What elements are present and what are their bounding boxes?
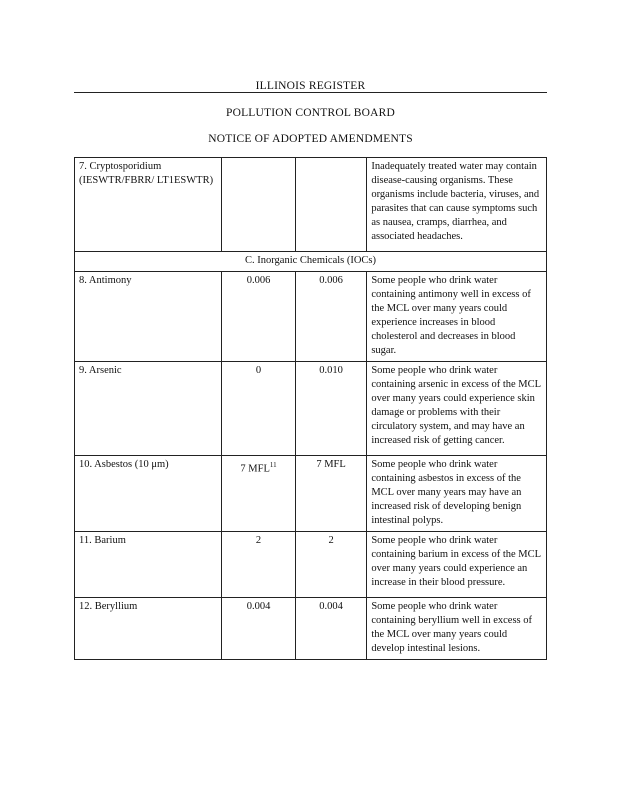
register-title: ILLINOIS REGISTER xyxy=(255,80,366,92)
notice-title: NOTICE OF ADOPTED AMENDMENTS xyxy=(208,133,413,145)
table-row xyxy=(75,362,547,456)
contaminant-cell: 7. Cryptosporidium (IESWTR/FBRR/ LT1ESWTR) xyxy=(75,158,222,252)
contaminant-cell: 10. Asbestos (10 μm) xyxy=(75,456,222,532)
header-rule xyxy=(74,92,547,93)
table-row xyxy=(75,598,547,660)
footnote-marker: 11 xyxy=(269,461,277,469)
mclg-cell: 2 xyxy=(222,532,296,598)
health-effects-cell: Inadequately treated water may contain disease-causing organisms. These organisms include bacteria, viruses, and parasites that can cause symptoms such as nausea, cramps, diarrhea, and associated headaches. xyxy=(367,158,547,252)
health-effects-cell: Some people who drink water containing arsenic in excess of the MCL over many years could experience skin damage or problems with their circulatory system, and may have an increased risk of getting cancer. xyxy=(367,362,547,456)
mcl-cell xyxy=(295,158,367,252)
board-title: POLLUTION CONTROL BOARD xyxy=(225,107,395,119)
mcl-cell: 0.004 xyxy=(295,598,367,660)
table-row xyxy=(75,456,547,532)
mcl-cell: 0.010 xyxy=(295,362,367,456)
mclg-cell: 0.006 xyxy=(222,272,296,362)
section-row xyxy=(75,252,547,272)
mclg-cell xyxy=(222,158,296,252)
table-row xyxy=(75,272,547,362)
section-heading: C. Inorganic Chemicals (IOCs) xyxy=(75,252,547,272)
table-row xyxy=(75,158,547,252)
contaminant-cell: 12. Beryllium xyxy=(75,598,222,660)
mclg-cell: 0.004 xyxy=(222,598,296,660)
mcl-cell: 7 MFL xyxy=(295,456,367,532)
health-effects-cell: Some people who drink water containing beryllium well in excess of the MCL over many years could develop intestinal lesions. xyxy=(367,598,547,660)
mcl-cell: 2 xyxy=(295,532,367,598)
mclg-cell xyxy=(222,456,296,532)
mcl-cell: 0.006 xyxy=(295,272,367,362)
health-effects-cell: Some people who drink water containing barium in excess of the MCL over many years could experience an increase in their blood pressure. xyxy=(367,532,547,598)
mclg-cell: 0 xyxy=(222,362,296,456)
mclg-value: 7 MFL xyxy=(240,463,270,475)
table-row xyxy=(75,532,547,598)
contaminant-cell: 8. Antimony xyxy=(75,272,222,362)
contaminant-cell: 11. Barium xyxy=(75,532,222,598)
contaminant-cell: 9. Arsenic xyxy=(75,362,222,456)
health-effects-cell: Some people who drink water containing asbestos in excess of the MCL over many years may have an increased risk of developing benign intestinal polyps. xyxy=(367,456,547,532)
health-effects-cell: Some people who drink water containing antimony well in excess of the MCL over many years could experience increases in blood cholesterol and decreases in blood sugar. xyxy=(367,272,547,362)
contaminant-table xyxy=(74,157,547,660)
